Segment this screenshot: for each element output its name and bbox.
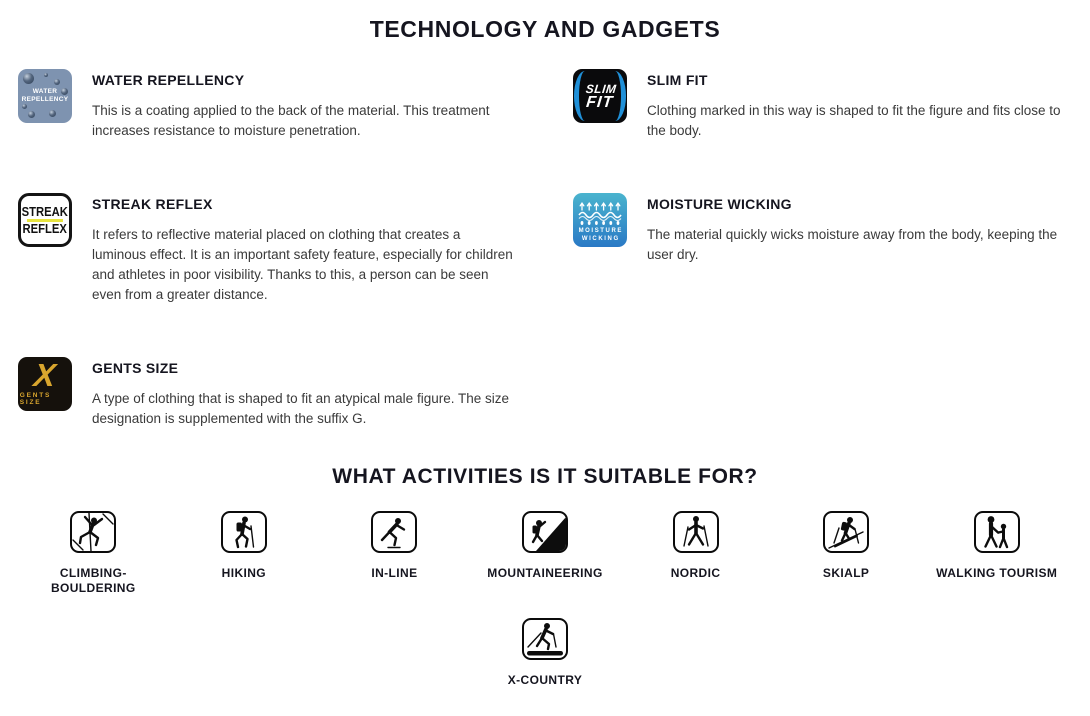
climbing-bouldering-icon bbox=[72, 513, 114, 551]
badge-line: STREAK bbox=[21, 204, 69, 219]
activity-icon-frame bbox=[974, 511, 1020, 553]
badge-line: WATER bbox=[32, 88, 58, 95]
feature-title: SLIM FIT bbox=[647, 72, 708, 88]
activity-icon-frame bbox=[371, 511, 417, 553]
badge-text bbox=[577, 227, 623, 243]
droplet bbox=[54, 79, 60, 85]
in-line-icon bbox=[373, 513, 415, 551]
activity-item bbox=[470, 618, 621, 688]
feature-icon-slot bbox=[573, 193, 627, 247]
feature-icon-slot bbox=[18, 69, 72, 123]
feature-item bbox=[573, 69, 1072, 141]
feature-icon-slot bbox=[18, 193, 72, 247]
x-country-icon bbox=[524, 620, 566, 658]
droplet bbox=[28, 111, 35, 118]
activity-label: IN-LINE bbox=[371, 566, 418, 580]
feature-body bbox=[92, 193, 517, 305]
badge-line: FIT bbox=[584, 93, 614, 111]
feature-title: STREAK REFLEX bbox=[92, 196, 213, 212]
activity-item bbox=[18, 511, 169, 596]
feature-body bbox=[92, 69, 517, 141]
feature-item bbox=[18, 357, 517, 429]
droplet bbox=[22, 104, 27, 109]
badge-line: REFLEX bbox=[22, 221, 68, 236]
hiking-icon bbox=[223, 513, 265, 551]
droplet bbox=[44, 73, 48, 77]
feature-body bbox=[647, 69, 1072, 141]
nordic-icon bbox=[675, 513, 717, 551]
feature-item bbox=[573, 193, 1072, 305]
badge-x-mark: X bbox=[32, 357, 58, 393]
feature-title: WATER REPELLENCY bbox=[92, 72, 245, 88]
activities-grid bbox=[18, 511, 1072, 688]
activity-label: CLIMBING-BOULDERING bbox=[50, 566, 136, 595]
activity-label: WALKING TOURISM bbox=[936, 566, 1058, 580]
badge-line: GENTS SIZE bbox=[19, 391, 52, 406]
feature-description: It refers to reflective material placed on clothing that creates a luminous effect. It is an important safety feature, especially for children and athletes in poor visibility. Thanks to this, a person can be seen even from a greater distance. bbox=[92, 227, 513, 302]
feature-icon-slot bbox=[18, 357, 72, 411]
activity-label: NORDIC bbox=[670, 566, 721, 580]
feature-description: The material quickly wicks moisture away from the body, keeping the user dry. bbox=[647, 227, 1058, 262]
activity-item bbox=[470, 511, 621, 596]
feature-title: MOISTURE WICKING bbox=[647, 196, 792, 212]
activity-icon-frame bbox=[221, 511, 267, 553]
feature-icon-slot bbox=[573, 69, 627, 123]
feature-body bbox=[647, 193, 1072, 265]
activity-label: MOUNTAINEERING bbox=[487, 566, 603, 580]
feature-title: GENTS SIZE bbox=[92, 360, 179, 376]
features-grid bbox=[18, 69, 1072, 429]
feature-item bbox=[18, 69, 517, 141]
badge-line: REPELLENCY bbox=[21, 96, 69, 103]
activity-icon-frame bbox=[70, 511, 116, 553]
activity-item bbox=[620, 511, 771, 596]
droplet bbox=[49, 110, 56, 117]
activity-icon-frame bbox=[823, 511, 869, 553]
water-repellency-icon bbox=[18, 69, 72, 123]
badge-line: SLIM bbox=[584, 81, 617, 96]
activity-item bbox=[921, 511, 1072, 596]
feature-item bbox=[18, 193, 517, 305]
feature-description: Clothing marked in this way is shaped to fit the figure and fits close to the body. bbox=[647, 103, 1061, 138]
moisture-wicking-icon bbox=[573, 193, 627, 247]
badge-text bbox=[22, 206, 68, 235]
activity-icon-frame bbox=[522, 511, 568, 553]
feature-description: This is a coating applied to the back of the material. This treatment increases resistance to moisture penetration. bbox=[92, 103, 490, 138]
activity-item bbox=[771, 511, 922, 596]
badge-line: MOISTURE bbox=[578, 227, 624, 234]
feature-body bbox=[92, 357, 517, 429]
activity-label: SKIALP bbox=[822, 566, 870, 580]
activity-icon-frame bbox=[522, 618, 568, 660]
gents-size-icon bbox=[18, 357, 72, 411]
badge-line: WICKING bbox=[581, 235, 620, 242]
activities-section-title: WHAT ACTIVITIES IS IT SUITABLE FOR? bbox=[332, 465, 758, 488]
moisture-graphic bbox=[577, 201, 623, 226]
mountaineering-icon bbox=[524, 513, 566, 551]
droplet bbox=[23, 73, 34, 84]
badge-text bbox=[22, 88, 69, 104]
badge-text bbox=[583, 83, 617, 110]
activity-item bbox=[319, 511, 470, 596]
activity-label: HIKING bbox=[221, 566, 267, 580]
tech-section-title: TECHNOLOGY AND GADGETS bbox=[369, 16, 721, 42]
slim-fit-icon bbox=[573, 69, 627, 123]
activity-label: X-COUNTRY bbox=[507, 673, 583, 687]
feature-description: A type of clothing that is shaped to fit an atypical male figure. The size designation is supplemented with the suffix G. bbox=[92, 391, 509, 426]
skialp-icon bbox=[825, 513, 867, 551]
activity-item bbox=[169, 511, 320, 596]
walking-tourism-icon bbox=[976, 513, 1018, 551]
activity-icon-frame bbox=[673, 511, 719, 553]
streak-reflex-icon bbox=[18, 193, 72, 247]
